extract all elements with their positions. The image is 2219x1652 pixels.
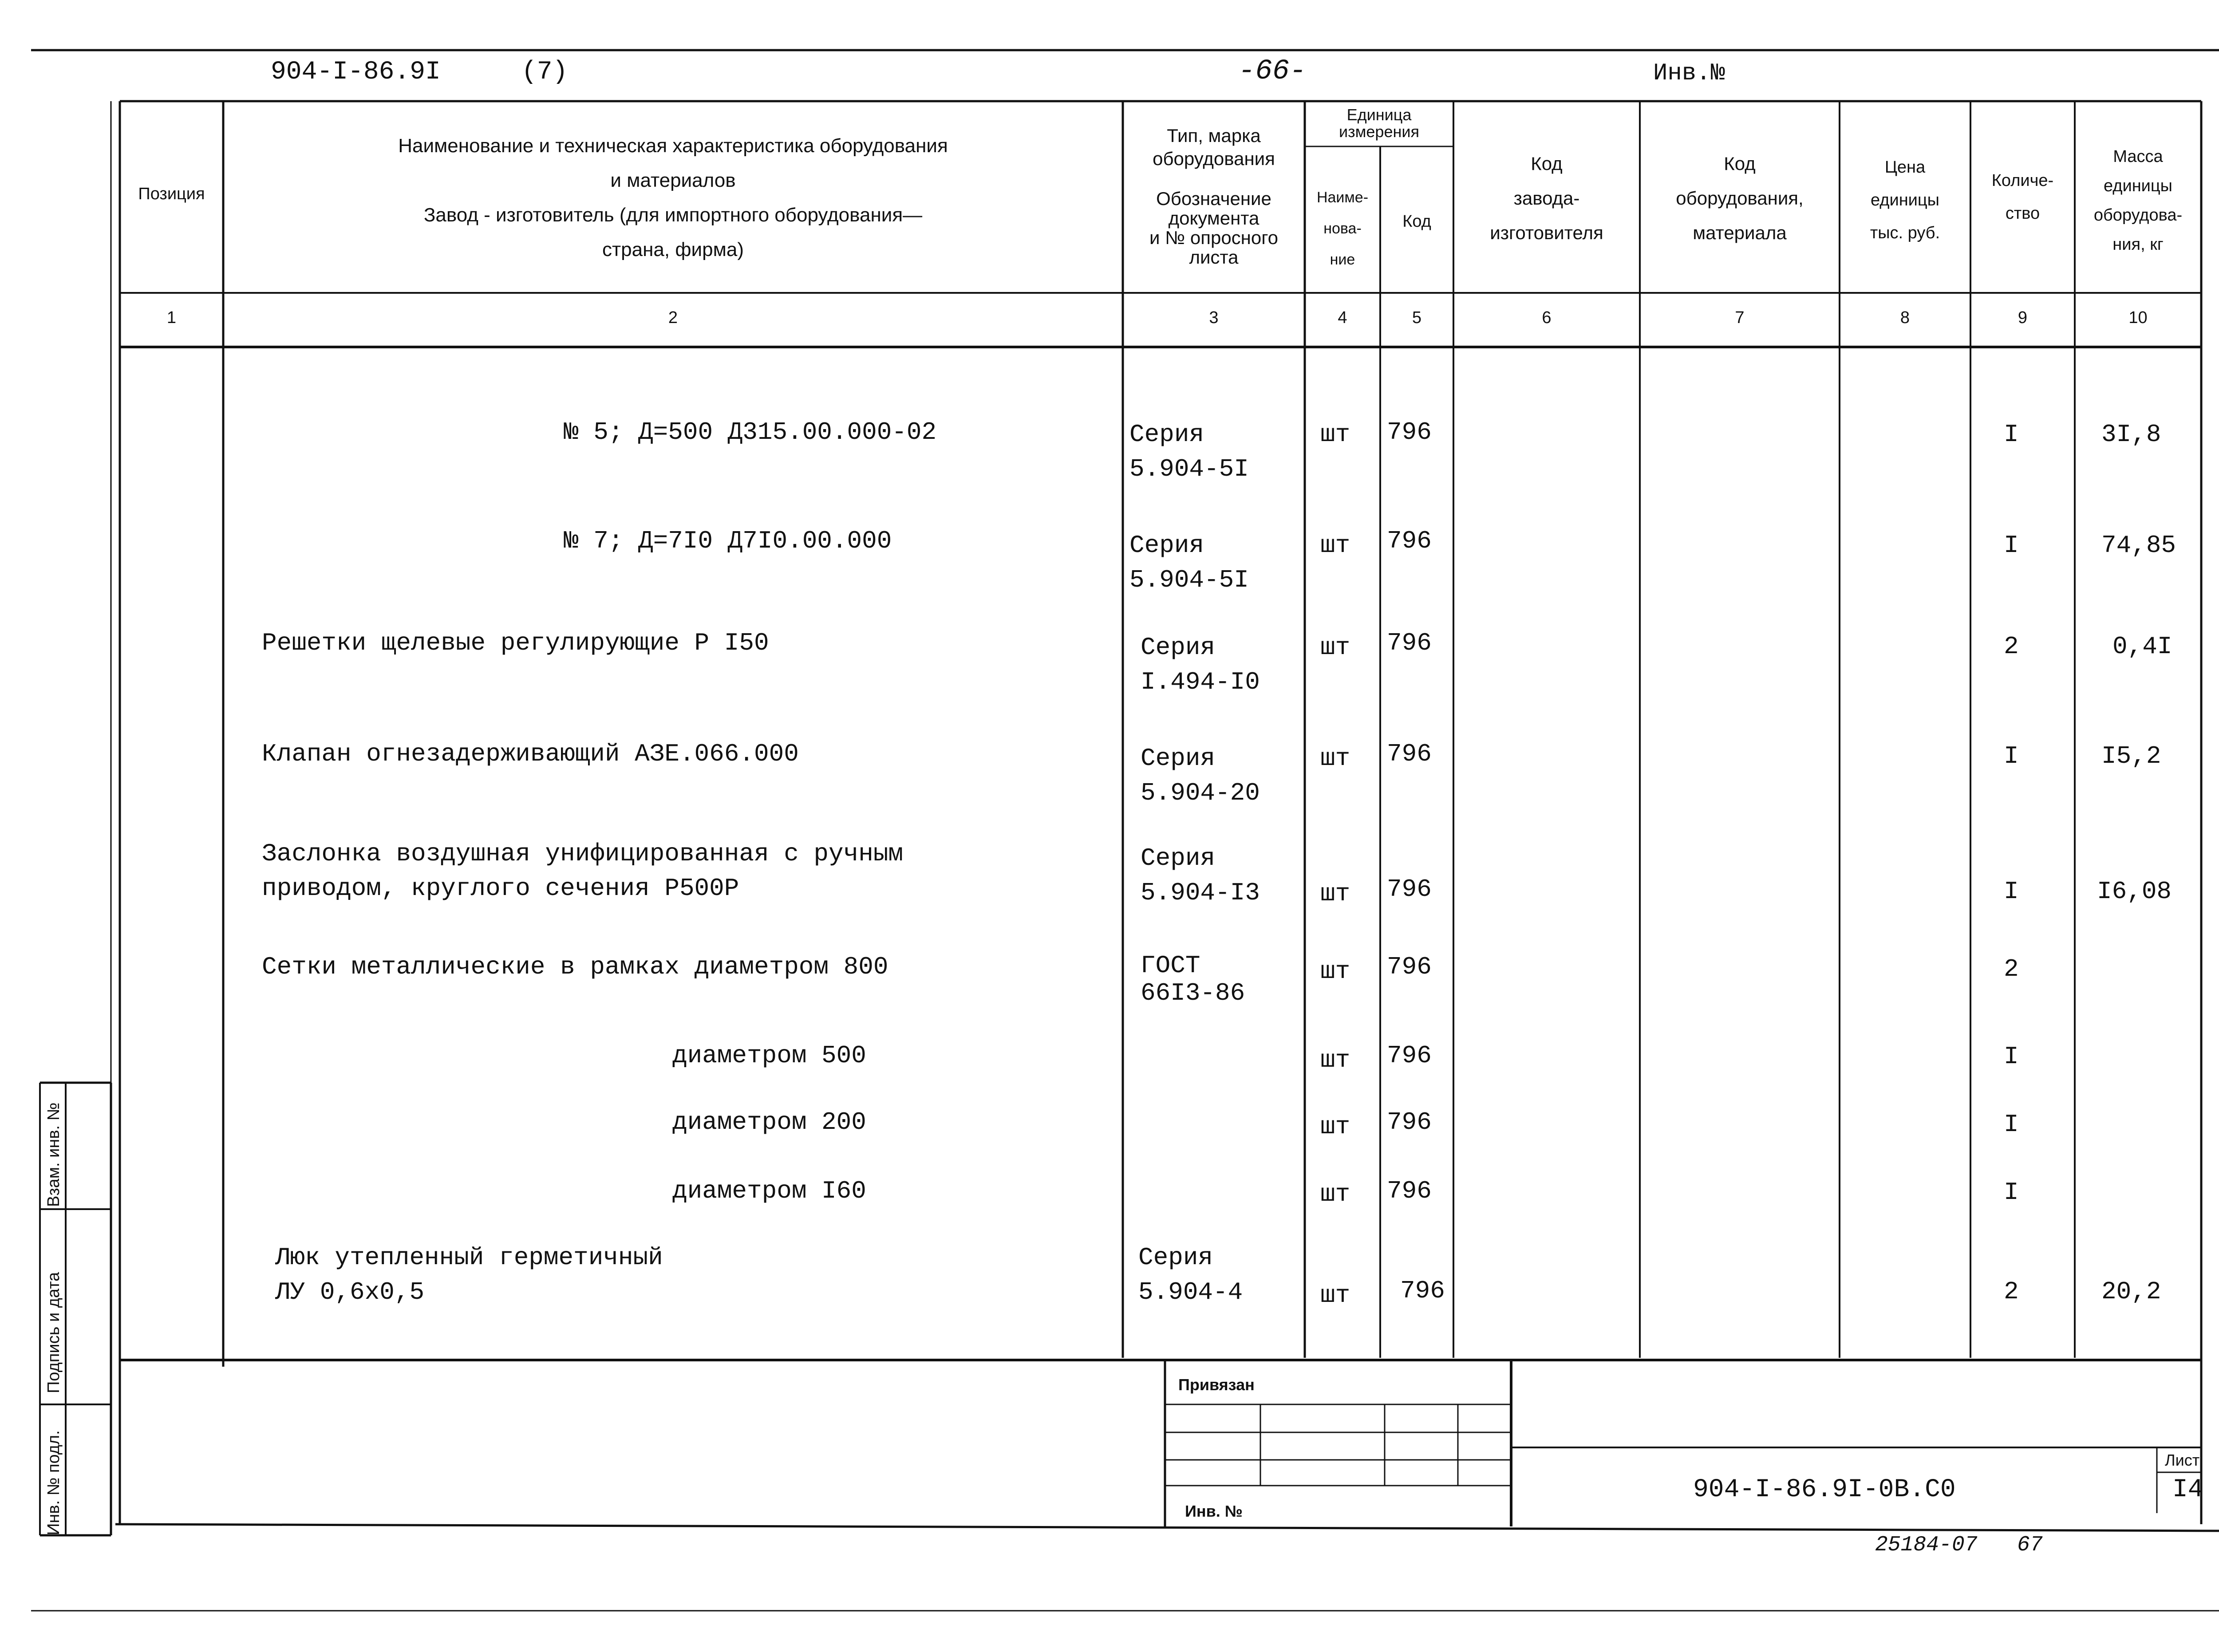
table-row-mass: 0,4I <box>2112 632 2172 661</box>
table-row-code: 796 <box>1387 953 1432 981</box>
col-number: 1 <box>166 308 177 327</box>
header-plant-line: изготовителя <box>1490 222 1603 243</box>
header-mass-line: Масса <box>2113 147 2163 166</box>
stamp-linked-label: Привязан <box>1178 1376 1255 1394</box>
table-row-code: 796 <box>1387 1108 1432 1136</box>
table-row-qty: 2 <box>2004 1277 2019 1306</box>
header-mass-line: единицы <box>2104 177 2172 195</box>
header-price-line: Цена <box>1884 158 1926 177</box>
header-unit-name-line: нова- <box>1323 220 1362 237</box>
header-unit <box>1305 106 1453 140</box>
stamp-sheet-number: I4 <box>2172 1475 2203 1504</box>
table-row-code: 796 <box>1387 875 1432 903</box>
header-unit-line: измерения <box>1339 122 1419 141</box>
header-doc-line: Обозначение <box>1156 188 1271 209</box>
table-row-qty: I <box>2004 742 2019 770</box>
header-qty-line: Количе- <box>1991 171 2054 190</box>
page-number: -66- <box>1238 55 1307 87</box>
table-row-name: Решетки щелевые регулирующие Р I50 <box>262 629 769 657</box>
table-row-name: диаметром I60 <box>672 1177 866 1205</box>
col-number: 4 <box>1338 308 1347 327</box>
col-number: 7 <box>1735 308 1745 327</box>
table-row-mass: I6,08 <box>2097 877 2172 906</box>
header-equip-line: Код <box>1724 153 1756 174</box>
table-row-qty: I <box>2004 420 2019 449</box>
header-equip-line: материала <box>1693 222 1787 243</box>
stamp-sheet-label: Лист <box>2165 1451 2200 1469</box>
table-row-doc: Серия 5.904-I3 <box>1141 844 1260 907</box>
col-number: 6 <box>1542 308 1552 327</box>
header-unit-name-line: ние <box>1330 251 1355 268</box>
table-row-doc: Серия 5.904-5I <box>1129 420 1249 483</box>
header-plant-line: Код <box>1531 153 1563 174</box>
table-row-unit: шт <box>1320 744 1350 773</box>
table-row-qty: I <box>2004 531 2019 560</box>
table-row-code: 796 <box>1387 418 1432 446</box>
table-row-code: 796 <box>1387 527 1432 555</box>
header-type <box>1123 124 1305 269</box>
header-unit-line: Единица <box>1346 106 1412 124</box>
table-row-unit: шт <box>1320 1281 1350 1309</box>
col-number: 9 <box>2018 308 2028 327</box>
header-qty <box>1970 164 2075 230</box>
table-row-unit: шт <box>1320 420 1350 449</box>
table-row-mass: 74,85 <box>2101 531 2176 560</box>
header-name-line: страна, фирма) <box>602 239 744 260</box>
header-equip-code <box>1640 146 1840 250</box>
table-row-code: 796 <box>1387 1177 1432 1205</box>
header-type-line: оборудования <box>1153 148 1275 169</box>
side-replace-inv: Взам. инв. № <box>44 1102 63 1207</box>
table-row-code: 796 <box>1387 1041 1432 1070</box>
header-unit-code: Код <box>1402 212 1431 231</box>
table-row-qty: I <box>2004 1110 2019 1139</box>
col-number: 10 <box>2128 308 2148 327</box>
table-row-mass: 20,2 <box>2101 1277 2161 1306</box>
header-name <box>223 129 1123 267</box>
table-row-doc: Серия 5.904-5I <box>1129 531 1249 594</box>
stamp-doc-code: 904-I-86.9I-0В.С0 <box>1693 1475 1956 1504</box>
table-row-doc: Серия I.494-I0 <box>1141 633 1260 696</box>
table-row-code: 796 <box>1387 740 1432 768</box>
table-row-doc: ГОСТ 66I3-86 <box>1141 951 1245 1007</box>
header-mass-line: ния, кг <box>2112 235 2164 254</box>
header-name-line: Наименование и техническая характеристика оборудования <box>398 135 948 157</box>
header-equip-line: оборудования, <box>1676 188 1804 209</box>
header-unit-name <box>1305 182 1380 275</box>
header-doc-line: и № опросного <box>1149 227 1278 248</box>
side-inv-orig: Инв. № подл. <box>44 1430 63 1535</box>
header-doc-line: листа <box>1189 247 1239 268</box>
col-number: 8 <box>1900 308 1910 327</box>
col-number: 5 <box>1412 308 1422 327</box>
table-row-code: 796 <box>1400 1277 1445 1305</box>
table-row-unit: шт <box>1320 1112 1350 1141</box>
side-sign-date: Подпись и дата <box>44 1272 63 1393</box>
table-row-unit: шт <box>1320 633 1350 662</box>
table-row-doc: Серия 5.904-20 <box>1141 744 1260 807</box>
header-name-line: Завод - изготовитель (для импортного оборудования— <box>423 204 923 226</box>
table-row-mass: 3I,8 <box>2101 420 2161 449</box>
header-position: Позиция <box>138 185 205 203</box>
table-row-qty: 2 <box>2004 632 2019 661</box>
table-row-name: Люк утепленный герметичный ЛУ 0,6х0,5 <box>275 1243 663 1306</box>
header-price-line: тыс. руб. <box>1870 224 1940 242</box>
header-doc-line: документа <box>1168 208 1260 229</box>
table-row-unit: шт <box>1320 1180 1350 1208</box>
table-row-unit: шт <box>1320 957 1350 986</box>
table-row-name: Сетки металлические в рамках диаметром 800 <box>262 953 888 981</box>
header-plant-line: завода- <box>1513 188 1580 209</box>
table-row-name: Заслонка воздушная унифицированная с ручным приводом, круглого сечения Р500Р <box>262 840 904 903</box>
table-row-unit: шт <box>1320 531 1350 560</box>
header-name-line: и материалов <box>610 170 736 191</box>
header-qty-line: ство <box>2005 204 2040 223</box>
table-row-unit: шт <box>1320 1046 1350 1074</box>
table-row-unit: шт <box>1320 879 1350 908</box>
header-unit-name-line: Наиме- <box>1316 189 1369 206</box>
col-number: 2 <box>668 308 678 327</box>
table-row-mass: I5,2 <box>2101 742 2161 770</box>
table-row-code: 796 <box>1387 629 1432 657</box>
doc-part: (7) <box>521 58 568 87</box>
table-row-name: № 5; Д=500 Д315.00.000-02 <box>564 418 937 446</box>
table-row-doc: Серия 5.904-4 <box>1138 1243 1243 1306</box>
header-plant-code <box>1453 146 1640 250</box>
table-row-name: диаметром 500 <box>672 1041 866 1070</box>
table-row-qty: I <box>2004 1042 2019 1071</box>
table-row-qty: I <box>2004 1178 2019 1206</box>
col-number: 3 <box>1209 308 1219 327</box>
header-price-line: единицы <box>1871 191 1939 209</box>
table-row-qty: 2 <box>2004 955 2019 983</box>
header-price <box>1840 151 1970 249</box>
header-mass <box>2075 142 2201 259</box>
footer-order-number: 25184-07 <box>1875 1533 1978 1557</box>
stamp-inv-label: Инв. № <box>1185 1502 1243 1520</box>
table-row-name: № 7; Д=7I0 Д7I0.00.000 <box>564 527 892 555</box>
footer-page-number: 67 <box>2017 1533 2043 1557</box>
inv-label: Инв.№ <box>1653 60 1725 87</box>
table-row-qty: I <box>2004 877 2019 906</box>
table-row-name: диаметром 200 <box>672 1108 866 1136</box>
header-type-line: Тип, марка <box>1167 125 1261 146</box>
table-row-name: Клапан огнезадерживающий АЗЕ.066.000 <box>262 740 799 768</box>
doc-code-top: 904-I-86.9I <box>271 58 441 87</box>
header-mass-line: оборудова- <box>2093 206 2183 225</box>
